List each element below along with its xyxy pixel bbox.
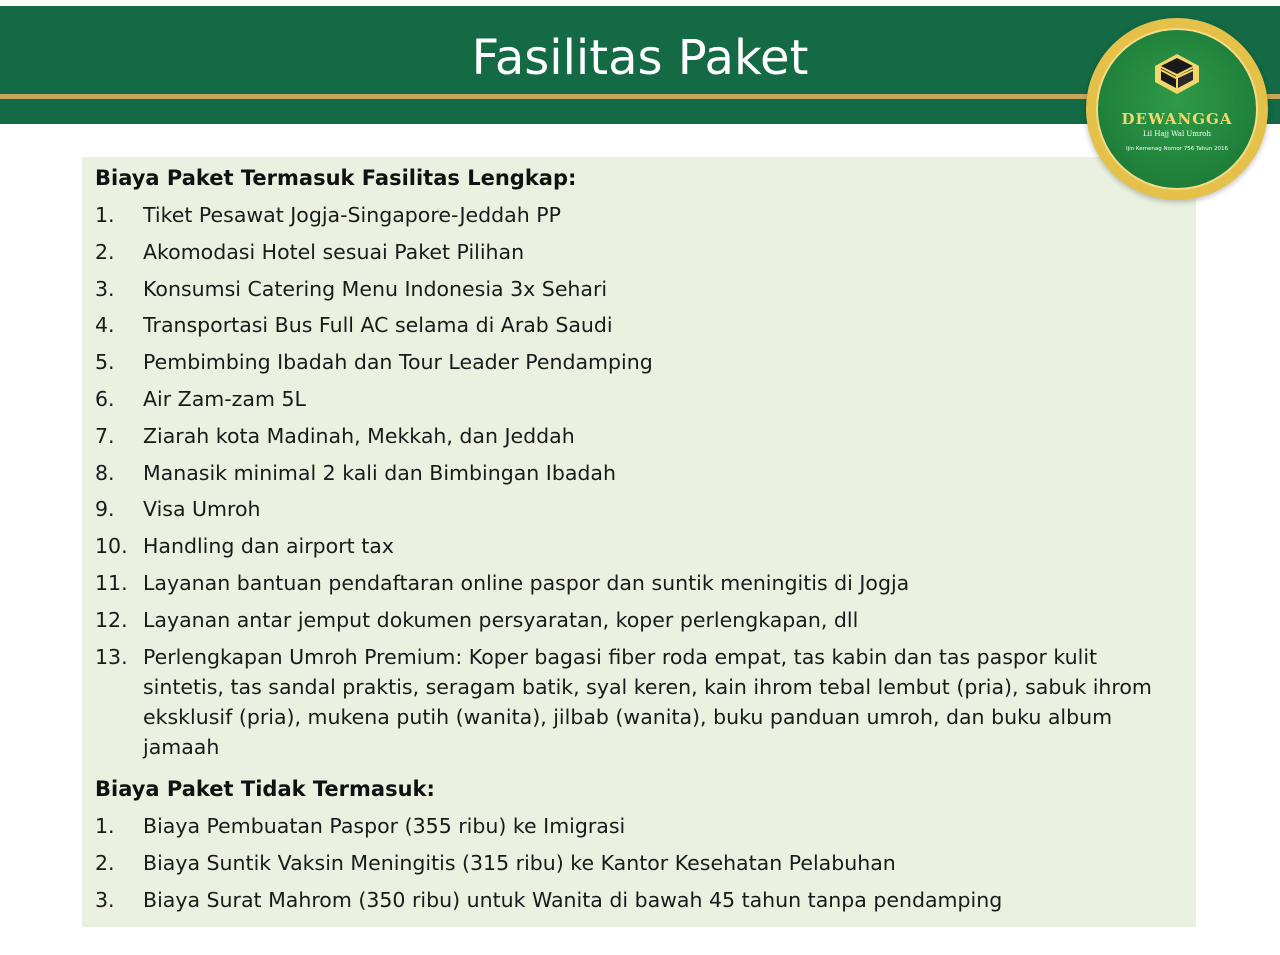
item-text: Perlengkapan Umroh Premium: Koper bagasi fiber roda empat, tas kabin dan tas paspor kulit sintetis, tas sandal praktis, seragam batik, syal keren, kain ihrom tebal lembut (pria), sabuk ihrom eksklusif (pria), mukena putih (wanita), jilbab (wanita), buku panduan umroh, dan buku album jamaah	[143, 644, 1152, 759]
list-item	[95, 642, 1183, 762]
header-top-line	[0, 0, 1280, 6]
excluded-list	[95, 811, 1183, 921]
item-text: Handling dan airport tax	[143, 534, 394, 559]
item-number: 2.	[95, 850, 115, 875]
list-item	[95, 811, 1183, 841]
item-text: Visa Umroh	[143, 497, 261, 522]
item-number: 10.	[95, 534, 128, 559]
item-text: Konsumsi Catering Menu Indonesia 3x Sehari	[143, 276, 608, 301]
list-item	[95, 605, 1183, 635]
dewangga-logo	[1086, 18, 1268, 200]
item-text: Layanan bantuan pendaftaran online paspor dan suntik meningitis di Jogja	[143, 570, 910, 595]
list-item	[95, 494, 1183, 524]
item-number: 9.	[95, 497, 115, 522]
included-section-title: Biaya Paket Termasuk Fasilitas Lengkap:	[95, 166, 577, 190]
logo-brand: DEWANGGA	[1121, 110, 1233, 128]
item-number: 1.	[95, 203, 115, 227]
list-item	[95, 274, 1183, 304]
page-title: Fasilitas Paket	[471, 30, 809, 86]
list-item	[95, 421, 1183, 451]
item-text: Ziarah kota Madinah, Mekkah, dan Jeddah	[143, 423, 575, 448]
list-item	[95, 347, 1183, 377]
list-item	[95, 885, 1183, 915]
kaaba-icon	[1147, 48, 1207, 104]
item-number: 3.	[95, 887, 115, 912]
item-text: Layanan antar jemput dokumen persyaratan, koper perlengkapan, dll	[143, 607, 859, 632]
item-number: 6.	[95, 386, 115, 411]
item-text: Biaya Suntik Vaksin Meningitis (315 ribu) ke Kantor Kesehatan Pelabuhan	[143, 850, 896, 875]
item-number: 12.	[95, 607, 128, 632]
list-item	[95, 458, 1183, 488]
list-item	[95, 568, 1183, 598]
item-text: Air Zam-zam 5L	[143, 386, 306, 411]
item-number: 1.	[95, 814, 115, 838]
item-number: 7.	[95, 423, 115, 448]
item-text: Tiket Pesawat Jogja-Singapore-Jeddah PP	[143, 203, 561, 227]
item-text: Biaya Pembuatan Paspor (355 ribu) ke Imigrasi	[143, 814, 626, 838]
item-number: 13.	[95, 644, 128, 669]
list-item	[95, 848, 1183, 878]
item-text: Manasik minimal 2 kali dan Bimbingan Ibadah	[143, 460, 616, 485]
item-number: 11.	[95, 570, 128, 595]
item-number: 4.	[95, 313, 115, 338]
excluded-section-title: Biaya Paket Tidak Termasuk:	[95, 777, 435, 801]
item-text: Akomodasi Hotel sesuai Paket Pilihan	[143, 239, 525, 264]
item-number: 8.	[95, 460, 115, 485]
list-item	[95, 310, 1183, 340]
list-item	[95, 384, 1183, 414]
item-text: Transportasi Bus Full AC selama di Arab Saudi	[143, 313, 613, 338]
list-item	[95, 531, 1183, 561]
list-item	[95, 237, 1183, 267]
item-number: 2.	[95, 239, 115, 264]
item-number: 3.	[95, 276, 115, 301]
logo-license: Ijin Kemenag Nomor 756 Tahun 2016	[1126, 146, 1228, 152]
item-text: Biaya Surat Mahrom (350 ribu) untuk Wanita di bawah 45 tahun tanpa pendamping	[143, 887, 1003, 912]
item-text: Pembimbing Ibadah dan Tour Leader Pendamping	[143, 350, 653, 375]
list-item	[95, 200, 1183, 230]
included-list	[95, 200, 1183, 768]
logo-subtitle: Lil Hajj Wal Umroh	[1142, 130, 1212, 138]
item-number: 5.	[95, 350, 115, 375]
